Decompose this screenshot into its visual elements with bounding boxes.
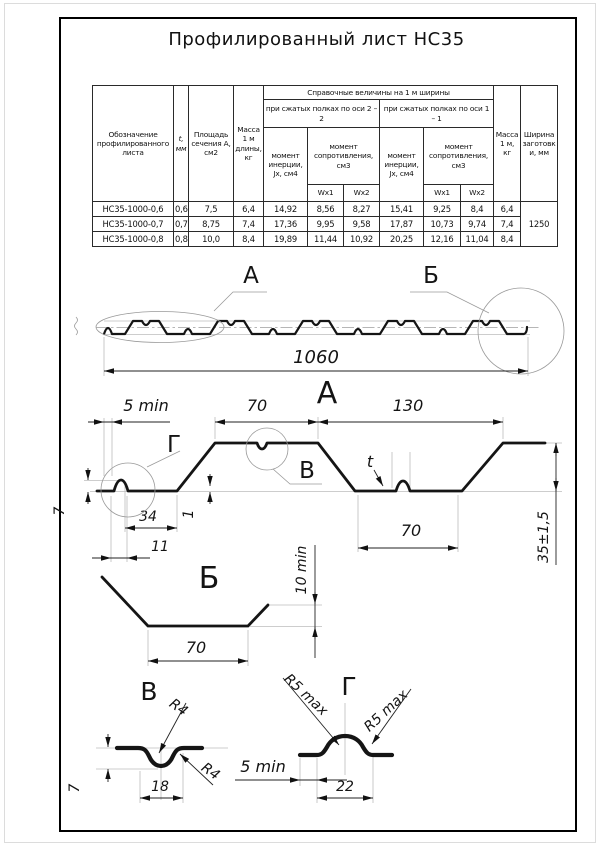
col-blank-width-header: Ширина заготовки, мм xyxy=(521,86,558,202)
callout-b-label: Б xyxy=(423,263,439,289)
table-cell: 12,16 xyxy=(424,232,461,247)
table-cell: 9,95 xyxy=(308,217,344,232)
callout-a-ellipse xyxy=(96,312,224,343)
edge-offset-dimension: 11 xyxy=(151,539,169,555)
section-b-ref-lines xyxy=(148,605,322,666)
table-cell: НС35-1000-0,6 xyxy=(93,202,174,217)
table-cell: НС35-1000-0,8 xyxy=(93,232,174,247)
table-cell: 0,7 xyxy=(174,217,189,232)
detail-g-profile-outline xyxy=(300,736,392,755)
table-cell: 7,4 xyxy=(234,217,264,232)
table-cell: 8,27 xyxy=(344,202,380,217)
section-a-view xyxy=(52,376,562,565)
callout-b-circle xyxy=(478,288,564,374)
col-resist-11-header: момент сопротивления, см3 xyxy=(424,128,494,185)
wx2-11-header: Wx2 xyxy=(461,185,494,202)
table-cell: 9,25 xyxy=(424,202,461,217)
thickness-leader xyxy=(374,470,383,486)
crest-width-dimension: 70 xyxy=(246,396,268,415)
col-thickness-header: t, мм xyxy=(174,86,189,202)
col-inertia-22-header: момент инерции, Jx, см4 xyxy=(264,128,308,202)
table-cell: 10,0 xyxy=(189,232,234,247)
bottom-width-dimension: 70 xyxy=(185,638,207,657)
table-cell: 17,36 xyxy=(264,217,308,232)
detail-g-view xyxy=(235,671,412,803)
sheet-title: Профилированный лист НС35 xyxy=(168,29,465,50)
col-designation-header: Обозначение профилированного листа xyxy=(93,86,174,202)
table-cell: 11,44 xyxy=(308,232,344,247)
table-cell: 0,6 xyxy=(174,202,189,217)
detail-g-edge-dimension: 5 min xyxy=(240,757,286,776)
table-cell: 10,92 xyxy=(344,232,380,247)
wx1-22-header: Wx1 xyxy=(308,185,344,202)
detail-g-radius-label-right: R5 max xyxy=(361,686,412,736)
table-cell: 8,4 xyxy=(234,232,264,247)
callout-a-label: А xyxy=(243,263,259,289)
table-cell: 11,04 xyxy=(461,232,494,247)
table-cell: 19,89 xyxy=(264,232,308,247)
detail-v-radius-label-2: R4 xyxy=(198,759,223,784)
section-b-profile-outline xyxy=(102,577,268,626)
section-a-label: А xyxy=(316,376,338,411)
detail-v-radius-label-1: R4 xyxy=(166,695,191,720)
col-mass-length-header: Масса 1 м длины, кг xyxy=(234,86,264,202)
table-cell: 9,74 xyxy=(461,217,494,232)
edge-break-mark xyxy=(75,317,78,335)
wx2-22-header: Wx2 xyxy=(344,185,380,202)
table-cell: 7,5 xyxy=(189,202,234,217)
col-mass-1m-header: Масса 1 м, кг xyxy=(494,86,521,202)
callout-leader-lines xyxy=(214,292,489,313)
wx1-11-header: Wx1 xyxy=(424,185,461,202)
table-cell: 6,4 xyxy=(494,202,521,217)
detail-v-callout-label: В xyxy=(299,458,315,484)
table-cell: 8,4 xyxy=(461,202,494,217)
detail-v-width-dimension: 18 xyxy=(151,779,169,795)
detail-v-view xyxy=(67,677,228,803)
blank-width-cell: 1250 xyxy=(521,202,558,247)
col-area-header: Площадь сечения А, см2 xyxy=(189,86,234,202)
section-b-label: Б xyxy=(198,561,220,596)
pitch-dimension: 130 xyxy=(392,396,424,415)
detail-v-callout-circle xyxy=(246,428,288,470)
table-cell: 17,87 xyxy=(380,217,424,232)
trough-width-dimension: 70 xyxy=(400,521,422,540)
detail-g-width-dimension: 22 xyxy=(336,779,354,795)
overall-width-dimension: 1060 xyxy=(293,347,339,368)
dim-1: 1 xyxy=(181,509,197,519)
thickness-label: t xyxy=(366,452,374,471)
detail-v-height-dimension: 7 xyxy=(67,783,83,793)
section-b-view xyxy=(102,545,322,666)
table-cell: 20,25 xyxy=(380,232,424,247)
detail-g-radius-label-left: R5 max xyxy=(280,670,331,720)
table-cell: 0,8 xyxy=(174,232,189,247)
axis-1-1-header: при сжатых полках по оси 1 – 1 xyxy=(380,100,494,128)
detail-v-label: В xyxy=(140,677,158,706)
edge-min-dimension: 5 min xyxy=(123,396,169,415)
detail-g-callout-label: Г xyxy=(166,432,182,458)
bump-center-dimension: 34 xyxy=(139,509,157,525)
table-cell: 7,4 xyxy=(494,217,521,232)
axis-2-2-header: при сжатых полках по оси 2 – 2 xyxy=(264,100,380,128)
reference-values-header: Справочные величины на 1 м ширины xyxy=(264,86,494,100)
overview-view xyxy=(75,263,565,376)
table-cell: 15,41 xyxy=(380,202,424,217)
table-cell: 9,58 xyxy=(344,217,380,232)
table-cell: 14,92 xyxy=(264,202,308,217)
col-resist-22-header: момент сопротивления, см3 xyxy=(308,128,380,185)
table-cell: 8,56 xyxy=(308,202,344,217)
table-cell: 6,4 xyxy=(234,202,264,217)
col-inertia-11-header: момент инерции, Jx, см4 xyxy=(380,128,424,202)
table-cell: 8,75 xyxy=(189,217,234,232)
lip-height-dimension: 10 min xyxy=(294,545,310,595)
detail-g-label: Г xyxy=(341,672,357,701)
height-dimension: 35±1,5 xyxy=(536,511,552,563)
table-cell: 10,73 xyxy=(424,217,461,232)
table-cell: 8,4 xyxy=(494,232,521,247)
bump-height-dimension: 7 xyxy=(52,506,68,516)
table-cell: НС35-1000-0,7 xyxy=(93,217,174,232)
